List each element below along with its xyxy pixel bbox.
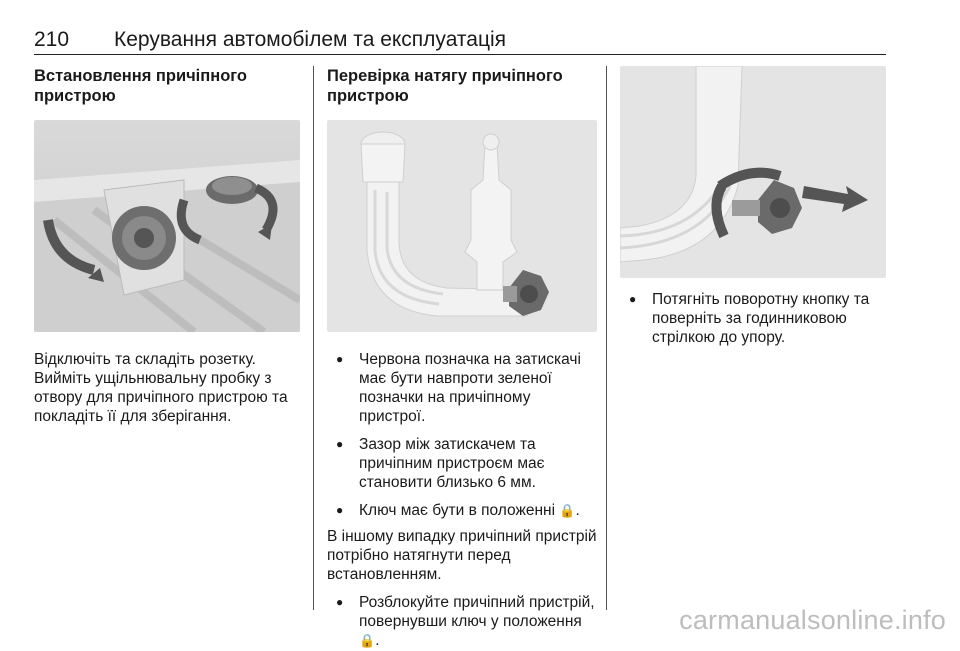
- column-installation: [34, 66, 300, 426]
- rotary-knob-illustration: [620, 66, 886, 278]
- bullet-icon: ●: [629, 292, 637, 306]
- bullet-list: [327, 593, 599, 651]
- lock-icon: 🔒: [559, 504, 576, 519]
- chapter-title: Керування автомобілем та експлуатація: [114, 28, 507, 51]
- bullet-icon: ●: [336, 352, 344, 366]
- column-divider: [313, 66, 314, 610]
- list-item: ● Зазор між затискачем та причіпним пристроєм має становити близько 6 мм.: [336, 436, 545, 491]
- bullet-icon: ●: [336, 595, 344, 609]
- section-heading: Встановлення причіпного пристрою: [34, 67, 248, 105]
- lock-icon: 🔒: [359, 634, 376, 649]
- page-number: 210: [34, 28, 70, 51]
- tow-bar-illustration: [327, 120, 597, 332]
- list-item: ● Червона позначка на затискачі має бути навпроти зеленої позначки на причіпному пристрої.: [336, 351, 581, 425]
- list-item: ● Потягніть поворотну кнопку та поверніть за годинниковою стрілкою до упору.: [629, 291, 870, 346]
- list-item: ● Ключ має бути в положенні 🔒.: [336, 502, 580, 519]
- instruction-text: В іншому випадку причіпний пристрій потрібно натягнути перед встановленням.: [327, 528, 597, 583]
- column-divider: [606, 66, 607, 610]
- bullet-icon: ●: [336, 437, 344, 451]
- column-tension-check: [327, 66, 599, 651]
- bullet-icon: ●: [336, 503, 344, 517]
- section-heading: Перевірка натягу причіпного пристрою: [327, 67, 563, 105]
- page-header: [34, 28, 886, 55]
- bullet-list: [327, 350, 599, 521]
- list-item: ● Розблокуйте причіпний пристрій, повернувши ключ у положення 🔒.: [336, 594, 595, 649]
- instruction-text: Відключіть та складіть розетку. Вийміть ущільнювальну пробку з отвору для причіпного пристрою та покладіть її для зберігання.: [34, 351, 288, 425]
- socket-illustration: [34, 120, 300, 332]
- column-rotary-knob: [620, 66, 888, 347]
- watermark: carmanualsonline.info: [679, 605, 946, 635]
- bullet-list: [620, 290, 888, 347]
